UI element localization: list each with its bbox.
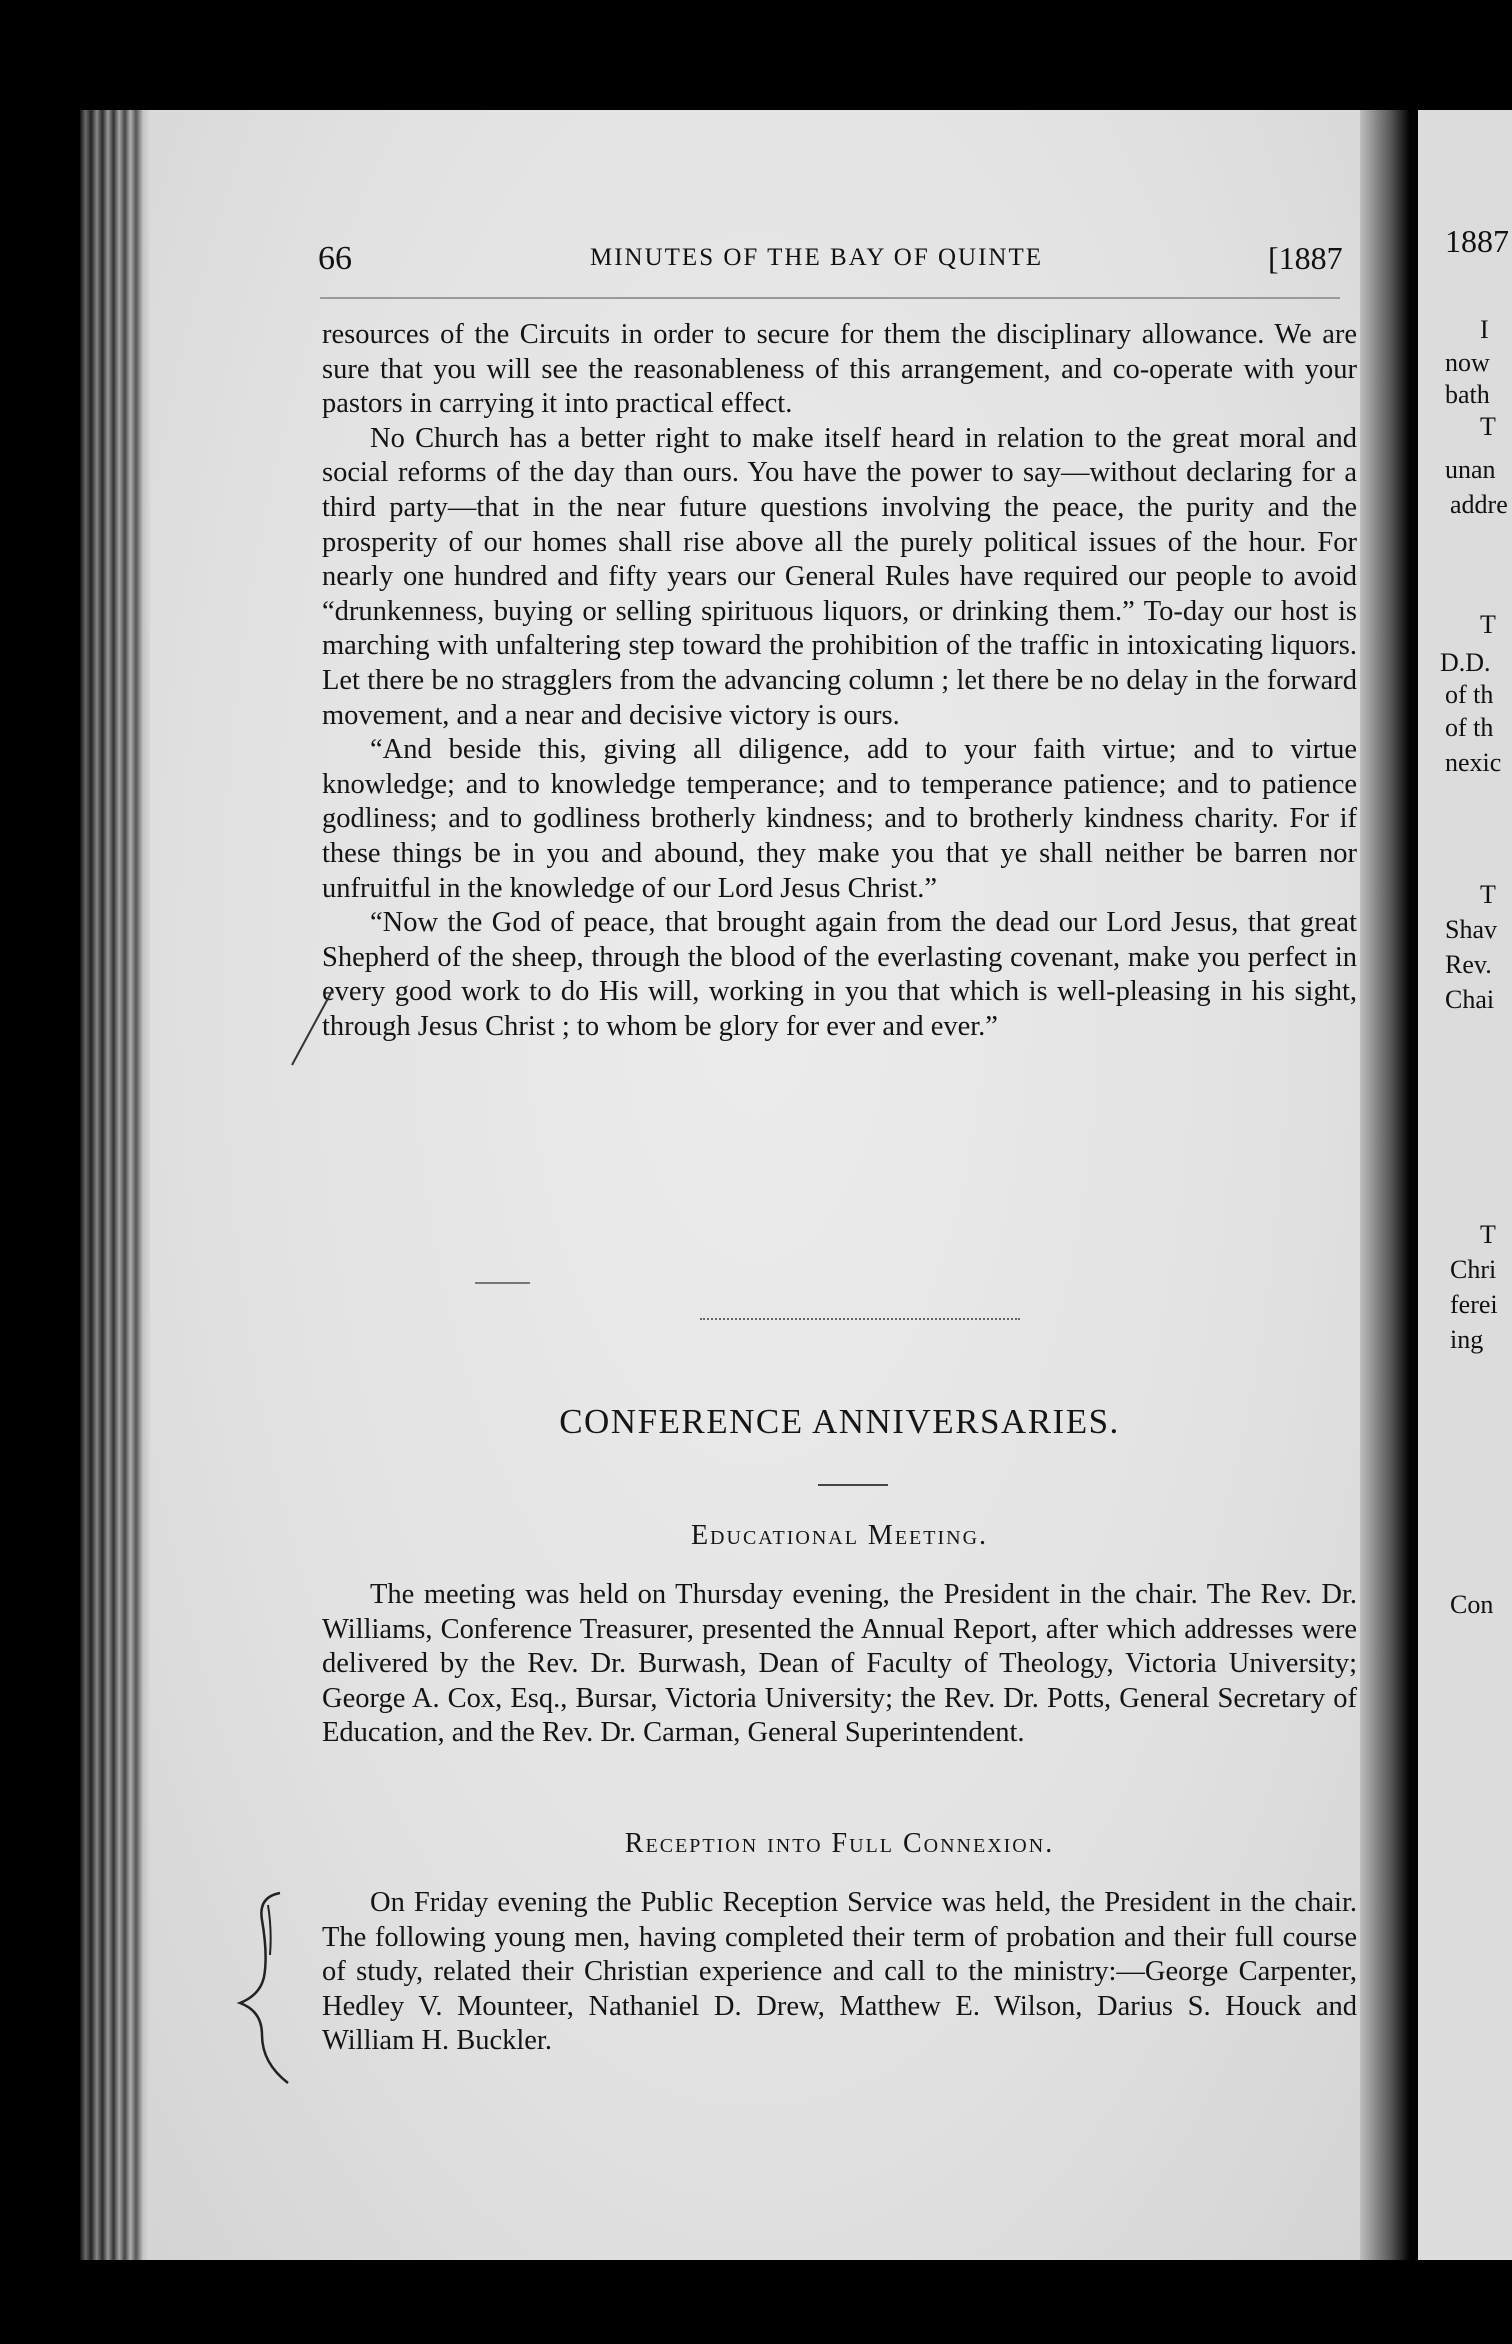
facing-fragment: T (1480, 610, 1496, 639)
facing-fragment: T (1480, 412, 1496, 441)
section-divider (700, 1318, 1020, 1320)
header-rule (320, 297, 1340, 299)
paragraph-scripture-peter: “And beside this, giving all diligence, add to your faith virtue; and to virtue knowledge; and to knowledge temperance; and to temperance patience; and to patience godliness; and to godliness brotherly kindness; and to brotherly kindness charity. For if these things be in you and abound, they make you that ye shall neither be barren nor unfruitful in the knowledge of our Lord Jesus Christ.” (322, 734, 1357, 904)
margin-pencil-stroke (282, 985, 342, 1075)
reception-text: On Friday evening the Public Reception Service was held, the President in the chair. The following young men, having completed their term of probation and their full course of study, related their Christian experience and call to the ministry:—George Carpenter, Hedley V. Mounteer, Nathaniel D. Drew, Matthew E. Wilson, Darius S. Houck and William H. Buckler. (322, 1887, 1357, 2057)
reception-section (322, 1886, 1357, 2059)
facing-fragment: of th (1445, 713, 1494, 742)
ink-mark (475, 1282, 530, 1284)
facing-fragment: Shav (1445, 915, 1497, 944)
paragraph-resources: resources of the Circuits in order to secure for them the disciplinary allowance. We are sure that you will see the reasonableness of this arrangement, and co-operate with your pastors in carrying it into practical effect. (322, 319, 1357, 420)
running-title: MINUTES OF THE BAY OF QUINTE (590, 244, 1044, 271)
reception-heading: Reception into Full Connexion. (624, 1828, 1055, 1859)
educational-meeting-heading: Educational Meeting. (690, 1520, 989, 1551)
facing-fragment: Chai (1445, 985, 1495, 1014)
facing-fragment: Chri (1450, 1255, 1497, 1284)
facing-fragment: bath (1445, 380, 1490, 409)
facing-fragment: D.D. (1440, 648, 1491, 677)
facing-fragment: nexic (1445, 748, 1502, 777)
facing-page-year: 1887 (1445, 223, 1509, 259)
page-header (0, 240, 1512, 290)
facing-fragment: ferei (1450, 1290, 1498, 1319)
page-number: 66 (318, 240, 352, 277)
facing-fragment: now (1445, 348, 1490, 377)
paragraph-scripture-hebrews: “Now the God of peace, that brought again from the dead our Lord Jesus, that great Shepherd of the sheep, through the blood of the everlasting covenant, make you perfect in every good work to do His will, working in you that which is well-pleasing in his sight, through Jesus Christ ; to whom be glory for ever and ever.” (322, 907, 1357, 1042)
facing-fragment: T (1480, 880, 1496, 909)
section-title: CONFERENCE ANNIVERSARIES. (559, 1402, 1120, 1441)
facing-fragment: Rev. (1445, 950, 1492, 979)
facing-fragment: Con (1450, 1590, 1494, 1619)
gutter-shadow (1360, 110, 1410, 2260)
facing-fragment: ing (1450, 1325, 1484, 1354)
title-rule (818, 1484, 888, 1486)
book-binding (80, 110, 150, 2260)
educational-meeting-text: The meeting was held on Thursday evening, the President in the chair. The Rev. Dr. Williams, Conference Treasurer, presented the Annual Report, after which addresses were delivered by the Rev. Dr. Burwash, Dean of Faculty of Theology, Victoria University; George A. Cox, Esq., Bursar, Victoria University; the Rev. Dr. Potts, General Secretary of Education, and the Rev. Dr. Carman, General Superintendent. (322, 1579, 1357, 1749)
facing-fragment: of th (1445, 680, 1494, 709)
facing-fragment: T (1480, 1220, 1496, 1249)
facing-page-fragment (1418, 110, 1512, 2260)
facing-fragment: unan (1445, 455, 1496, 484)
main-text (322, 318, 1357, 1044)
facing-fragment: I (1480, 315, 1489, 344)
facing-fragment: addre (1450, 490, 1508, 519)
margin-pencil-bracket (210, 1885, 320, 2095)
educational-section (322, 1578, 1357, 1751)
paragraph-church-reform: No Church has a better right to make itself heard in relation to the great moral and social reforms of the day than ours. You have the power to say—without declaring for a third party—that in the near future questions involving the peace, the purity and the prosperity of our homes shall rise above all the purely political issues of the hour. For nearly one hundred and fifty years our General Rules have required our people to avoid “drunkenness, buying or selling spirituous liquors, or drinking them.” To-day our host is marching with unfaltering step toward the prohibition of the traffic in intoxicating liquors. Let there be no stragglers from the advancing column ; let there be no delay in the forward movement, and a near and decisive victory is ours. (322, 422, 1357, 731)
header-year: [1887 (1268, 240, 1343, 276)
